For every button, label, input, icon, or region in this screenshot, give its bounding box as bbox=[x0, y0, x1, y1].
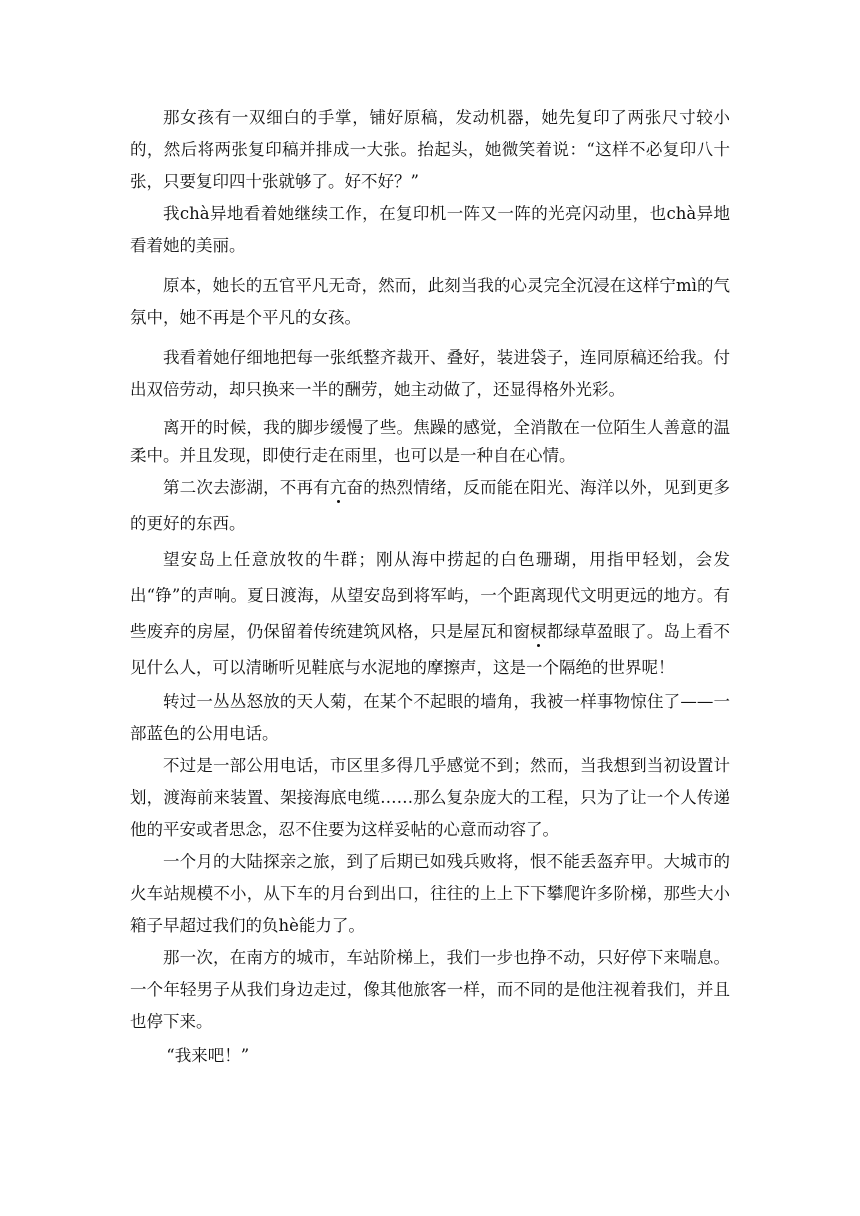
emphasis-dot-char: 亢 bbox=[329, 478, 347, 497]
paragraph-6-before: 第二次去澎湖，不再有 bbox=[163, 478, 330, 497]
paragraph-3: 原本，她长的五官平凡无奇，然而，此刻当我的心灵完全沉浸在这样宁mì的气氛中，她不再是个平凡的女孩。 bbox=[130, 276, 730, 327]
article-body bbox=[130, 102, 730, 1072]
paragraph-6 bbox=[130, 470, 730, 542]
paragraph-1: 那女孩有一双细白的手掌，铺好原稿，发动机器，她先复印了两张尺寸较小的，然后将两张复印稿并排成一大张。抬起头，她微笑着说：“这样不必复印八十张，只要复印四十张就够了。好不好？” bbox=[130, 108, 730, 191]
paragraph-2: 我chà异地看着她继续工作，在复印机一阵又一阵的光亮闪动里，也chà异地看着她的美丽。 bbox=[130, 204, 730, 255]
paragraph-7 bbox=[130, 542, 730, 686]
dialogue-line: “我来吧！” bbox=[166, 1046, 250, 1065]
paragraph-10: 一个月的大陆探亲之旅，到了后期已如残兵败将，恨不能丢盔弃甲。大城市的火车站规模不小，从下车的月台到出口，往往的上上下下攀爬许多阶梯，那些大小箱子早超过我们的负hè能力了。 bbox=[130, 852, 730, 935]
paragraph-11: 那一次，在南方的城市，车站阶梯上，我们一步也挣不动，只好停下来喘息。一个年轻男子从我们身边走过，像其他旅客一样，而不同的是他注视着我们，并且也停下来。 bbox=[130, 948, 730, 1031]
paragraph-4: 我看着她仔细地把每一张纸整齐裁开、叠好，装进袋子，连同原稿还给我。付出双倍劳动，却只换来一半的酬劳，她主动做了，还显得格外光彩。 bbox=[130, 348, 730, 399]
paragraph-7-after: 都绿草盈眼了。岛上看不见什么人，可以清晰听见鞋底与水泥地的摩擦声，这是一个隔绝的世界呢！ bbox=[130, 622, 731, 677]
paragraph-6-after: 奋的热烈情绪，反而能在阳光、海洋以外，见到更多的更好的东西。 bbox=[130, 478, 731, 533]
emphasis-dot-char: 棂 bbox=[530, 622, 547, 641]
paragraph-7-before: 望安岛上任意放牧的牛群；刚从海中捞起的白色珊瑚，用指甲轻划，会发出“铮”的声响。夏日渡海，从望安岛到将军屿，一个距离现代文明更远的地方。有些废弃的房屋，仍保留着传统建筑风格，只是屋瓦和窗 bbox=[130, 550, 730, 641]
paragraph-5: 离开的时候，我的脚步缓慢了些。焦躁的感觉，全消散在一位陌生人善意的温柔中。并且发现，即使行走在雨里，也可以是一种自在心情。 bbox=[130, 418, 730, 465]
paragraph-8: 转过一丛丛怒放的天人菊，在某个不起眼的墙角，我被一样事物惊住了——一部蓝色的公用电话。 bbox=[130, 692, 730, 743]
paragraph-9: 不过是一部公用电话，市区里多得几乎感觉不到；然而，当我想到当初设置计划，渡海前来装置、架接海底电缆……那么复杂庞大的工程，只为了让一个人传递他的平安或者思念，忍不住要为这样妥帖的心意而动容了。 bbox=[130, 756, 730, 839]
